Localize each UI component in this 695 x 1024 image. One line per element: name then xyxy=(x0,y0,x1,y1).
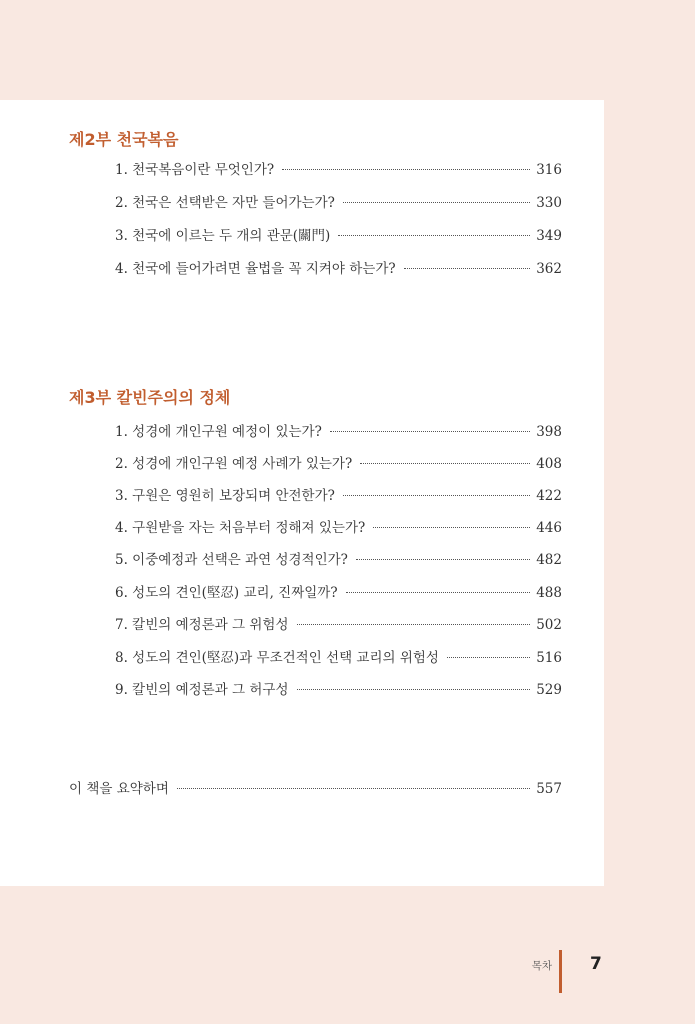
toc-entry[interactable] xyxy=(115,581,562,601)
toc-entry-label: 2. 천국은 선택받은 자만 들어가는가? xyxy=(115,195,335,211)
toc-entry[interactable] xyxy=(115,257,562,277)
part2-heading: 제2부 천국복음 xyxy=(69,130,179,149)
toc-entry-page: 362 xyxy=(536,261,562,277)
dot-leader xyxy=(373,527,530,528)
toc-entry[interactable] xyxy=(115,224,562,244)
dot-leader xyxy=(447,657,530,658)
dot-leader xyxy=(346,592,531,593)
summary-label: 이 책을 요약하며 xyxy=(69,781,169,797)
toc-entry-label: 9. 칼빈의 예정론과 그 허구성 xyxy=(115,682,289,698)
dot-leader xyxy=(404,268,531,269)
toc-entry-label: 1. 성경에 개인구원 예정이 있는가? xyxy=(115,424,322,440)
toc-entry-page: 422 xyxy=(536,488,562,504)
toc-entry-page: 516 xyxy=(536,650,562,666)
toc-entry[interactable] xyxy=(115,158,562,178)
toc-entry-label: 3. 천국에 이르는 두 개의 관문(關門) xyxy=(115,228,331,244)
dot-leader xyxy=(343,202,530,203)
dot-leader xyxy=(338,235,530,236)
dot-leader xyxy=(360,463,530,464)
toc-entry[interactable] xyxy=(115,646,562,666)
toc-entry-label: 3. 구원은 영원히 보장되며 안전한가? xyxy=(115,488,335,504)
page-number: 7 xyxy=(590,954,602,974)
toc-entry-page: 316 xyxy=(536,162,562,178)
toc-entry[interactable] xyxy=(115,191,562,211)
toc-entry-page: 446 xyxy=(536,520,562,536)
toc-entry-label: 4. 구원받을 자는 처음부터 정해져 있는가? xyxy=(115,520,366,536)
summary-page: 557 xyxy=(536,781,562,797)
toc-entry-label: 4. 천국에 들어가려면 율법을 꼭 지켜야 하는가? xyxy=(115,261,396,277)
footer-divider-bar xyxy=(559,950,562,993)
toc-entry[interactable] xyxy=(115,613,562,633)
toc-entry-label: 2. 성경에 개인구원 예정 사례가 있는가? xyxy=(115,456,353,472)
toc-entry-page: 408 xyxy=(536,456,562,472)
toc-entry-page: 488 xyxy=(536,585,562,601)
dot-leader xyxy=(297,624,531,625)
toc-entry-page: 529 xyxy=(536,682,562,698)
summary-entry[interactable] xyxy=(69,777,562,797)
toc-entry-label: 1. 천국복음이란 무엇인가? xyxy=(115,162,275,178)
toc-entry-label: 5. 이중예정과 선택은 과연 성경적인가? xyxy=(115,552,348,568)
dot-leader xyxy=(330,431,530,432)
toc-entry-label: 6. 성도의 견인(堅忍) 교리, 진짜일까? xyxy=(115,585,338,601)
toc-entry-page: 330 xyxy=(536,195,562,211)
running-footer-section: 목차 xyxy=(531,960,552,972)
dot-leader xyxy=(177,788,530,789)
dot-leader xyxy=(343,495,530,496)
dot-leader xyxy=(282,169,530,170)
toc-entry-page: 502 xyxy=(536,617,562,633)
toc-entry[interactable] xyxy=(115,452,562,472)
toc-entry-page: 349 xyxy=(536,228,562,244)
toc-entry-label: 7. 칼빈의 예정론과 그 위험성 xyxy=(115,617,289,633)
part3-heading: 제3부 칼빈주의의 정체 xyxy=(69,388,231,407)
toc-entry[interactable] xyxy=(115,548,562,568)
toc-entry-page: 398 xyxy=(536,424,562,440)
toc-entry[interactable] xyxy=(115,516,562,536)
toc-entry-label: 8. 성도의 견인(堅忍)과 무조건적인 선택 교리의 위험성 xyxy=(115,650,439,666)
toc-entry[interactable] xyxy=(115,678,562,698)
toc-entry-page: 482 xyxy=(536,552,562,568)
toc-entry[interactable] xyxy=(115,420,562,440)
dot-leader xyxy=(297,689,531,690)
toc-entry[interactable] xyxy=(115,484,562,504)
dot-leader xyxy=(356,559,530,560)
